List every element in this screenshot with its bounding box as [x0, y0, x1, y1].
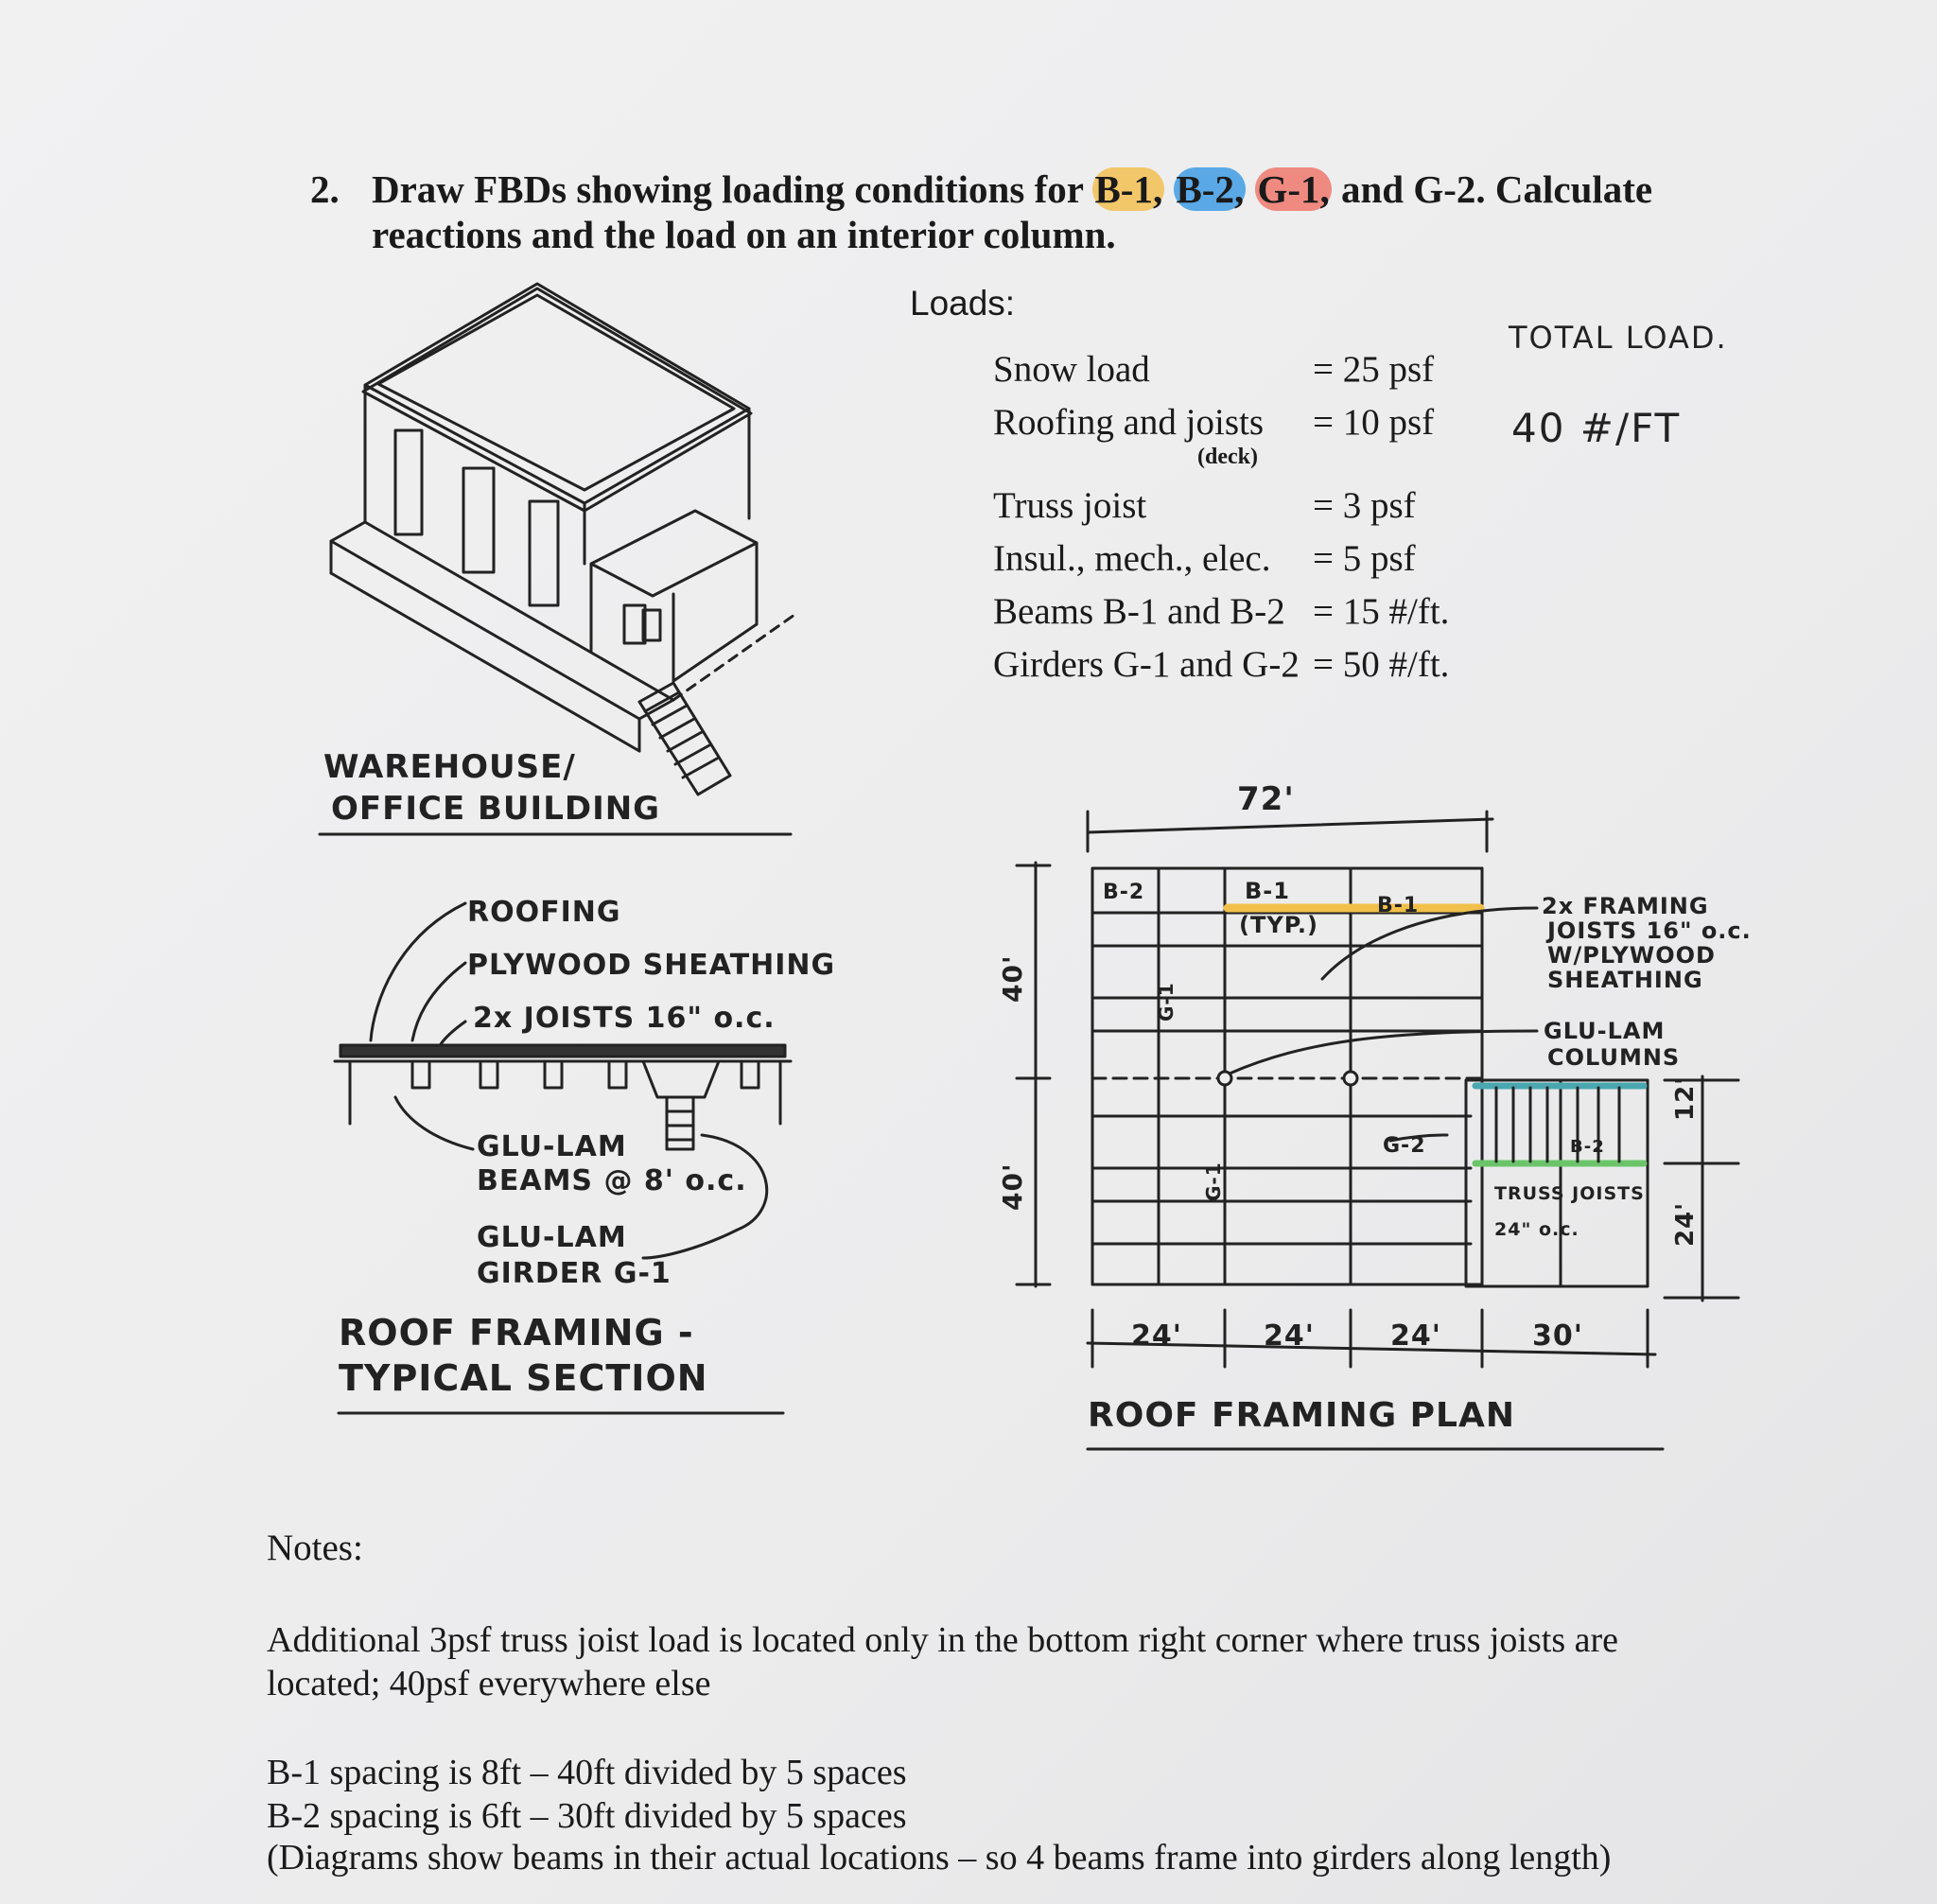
section-label-roofing: ROOFING	[467, 896, 621, 929]
handwritten-total-value: 40 #/FT	[1511, 405, 1682, 451]
section-label-plywood: PLYWOOD SHEATHING	[467, 949, 836, 982]
plan-label-g1-upper: G-1	[1155, 982, 1178, 1022]
load-value-girders: = 50 #/ft.	[1313, 644, 1450, 685]
plan-dim-overall: 72'	[1237, 780, 1295, 818]
plan-dim-right-lower: 24'	[1671, 1201, 1700, 1247]
question-number: 2.	[310, 167, 340, 211]
plan-label-b1: B-1	[1245, 878, 1290, 904]
plan-dim-bottom-2: 24'	[1264, 1319, 1315, 1353]
plan-label-b2: B-2	[1103, 881, 1145, 904]
load-label-insul: Insul., mech., elec.	[993, 538, 1271, 579]
plan-dim-left-top: 40'	[997, 954, 1028, 1003]
question-prefix: Draw FBDs showing loading conditions for	[372, 167, 1084, 211]
load-value-snow: = 25 psf	[1313, 349, 1435, 390]
plan-dim-bottom-1: 24'	[1131, 1319, 1182, 1353]
section-label-girder-1: GLU-LAM	[477, 1221, 627, 1254]
load-label-beams: Beams B-1 and B-2	[993, 591, 1285, 632]
load-label-girders: Girders G-1 and G-2	[993, 644, 1300, 685]
caption-section-line2: TYPICAL SECTION	[339, 1357, 708, 1399]
load-label-truss: Truss joist	[993, 485, 1147, 526]
plan-dim-bottom-4: 30'	[1532, 1319, 1583, 1353]
loads-title: Loads:	[910, 284, 1016, 323]
highlight-g1: G-1,	[1257, 167, 1330, 211]
question-line-2: reactions and the load on an interior column.	[372, 213, 1116, 256]
note-line-5: (Diagrams show beams in their actual locations – so 4 beams frame into girders along length)	[267, 1838, 1612, 1878]
plan-note-columns-1: GLU-LAM	[1544, 1018, 1666, 1044]
plan-dim-bottom-3: 24'	[1390, 1319, 1441, 1353]
load-label-roofing: Roofing and joists	[993, 402, 1265, 443]
section-label-beams-2: BEAMS @ 8' o.c.	[477, 1164, 747, 1197]
plan-note-joists-4: SHEATHING	[1547, 967, 1703, 993]
plan-label-truss-spacing: 24" o.c.	[1494, 1219, 1579, 1240]
caption-iso-line2: OFFICE BUILDING	[331, 790, 661, 828]
plan-label-g2: G-2	[1383, 1134, 1426, 1158]
plan-note-joists-2: JOISTS 16" o.c.	[1547, 917, 1752, 944]
load-value-insul: = 5 psf	[1313, 538, 1416, 579]
plan-note-joists-1: 2x FRAMING	[1542, 893, 1709, 919]
notes-title: Notes:	[267, 1528, 363, 1568]
note-line-4: B-2 spacing is 6ft – 30ft divided by 5 spaces	[267, 1796, 907, 1836]
plan-label-truss: TRUSS JOISTS	[1494, 1183, 1645, 1204]
deck-note: (deck)	[1197, 445, 1258, 469]
isometric-building-sketch	[331, 284, 794, 795]
question-suffix: and G-2. Calculate	[1340, 167, 1653, 211]
section-label-joists: 2x JOISTS 16" o.c.	[473, 1002, 776, 1035]
highlight-b1: B-1,	[1094, 167, 1163, 211]
plan-dim-right-upper: 12'	[1671, 1075, 1700, 1121]
plan-note-joists-3: W/PLYWOOD	[1547, 942, 1716, 969]
section-label-girder-2: GIRDER G-1	[477, 1257, 672, 1290]
plan-note-columns-2: COLUMNS	[1547, 1044, 1681, 1071]
load-label-snow: Snow load	[993, 349, 1150, 390]
plan-caption: ROOF FRAMING PLAN	[1088, 1396, 1515, 1435]
load-value-beams: = 15 #/ft.	[1313, 591, 1450, 632]
note-line-2: located; 40psf everywhere else	[267, 1664, 711, 1703]
caption-iso-line1: WAREHOUSE/	[323, 748, 576, 786]
load-value-roofing: = 10 psf	[1313, 402, 1435, 443]
note-line-1: Additional 3psf truss joist load is located only in the bottom right corner where truss joists are	[267, 1620, 1618, 1660]
plan-label-typ: (TYP.)	[1239, 912, 1318, 938]
plan-dim-left-bottom: 40'	[997, 1162, 1028, 1211]
plan-label-g1-lower: G-1	[1202, 1162, 1225, 1201]
load-value-truss: = 3 psf	[1313, 485, 1416, 526]
plan-label-b1-right: B-1	[1377, 894, 1420, 917]
highlight-b2: B-2,	[1176, 167, 1245, 211]
section-label-beams-1: GLU-LAM	[477, 1130, 627, 1163]
plan-label-b2-small: B-2	[1570, 1137, 1605, 1157]
caption-section-line1: ROOF FRAMING -	[339, 1312, 694, 1354]
note-line-3: B-1 spacing is 8ft – 40ft divided by 5 spaces	[267, 1753, 907, 1792]
handwritten-total-label: TOTAL LOAD.	[1509, 320, 1728, 356]
